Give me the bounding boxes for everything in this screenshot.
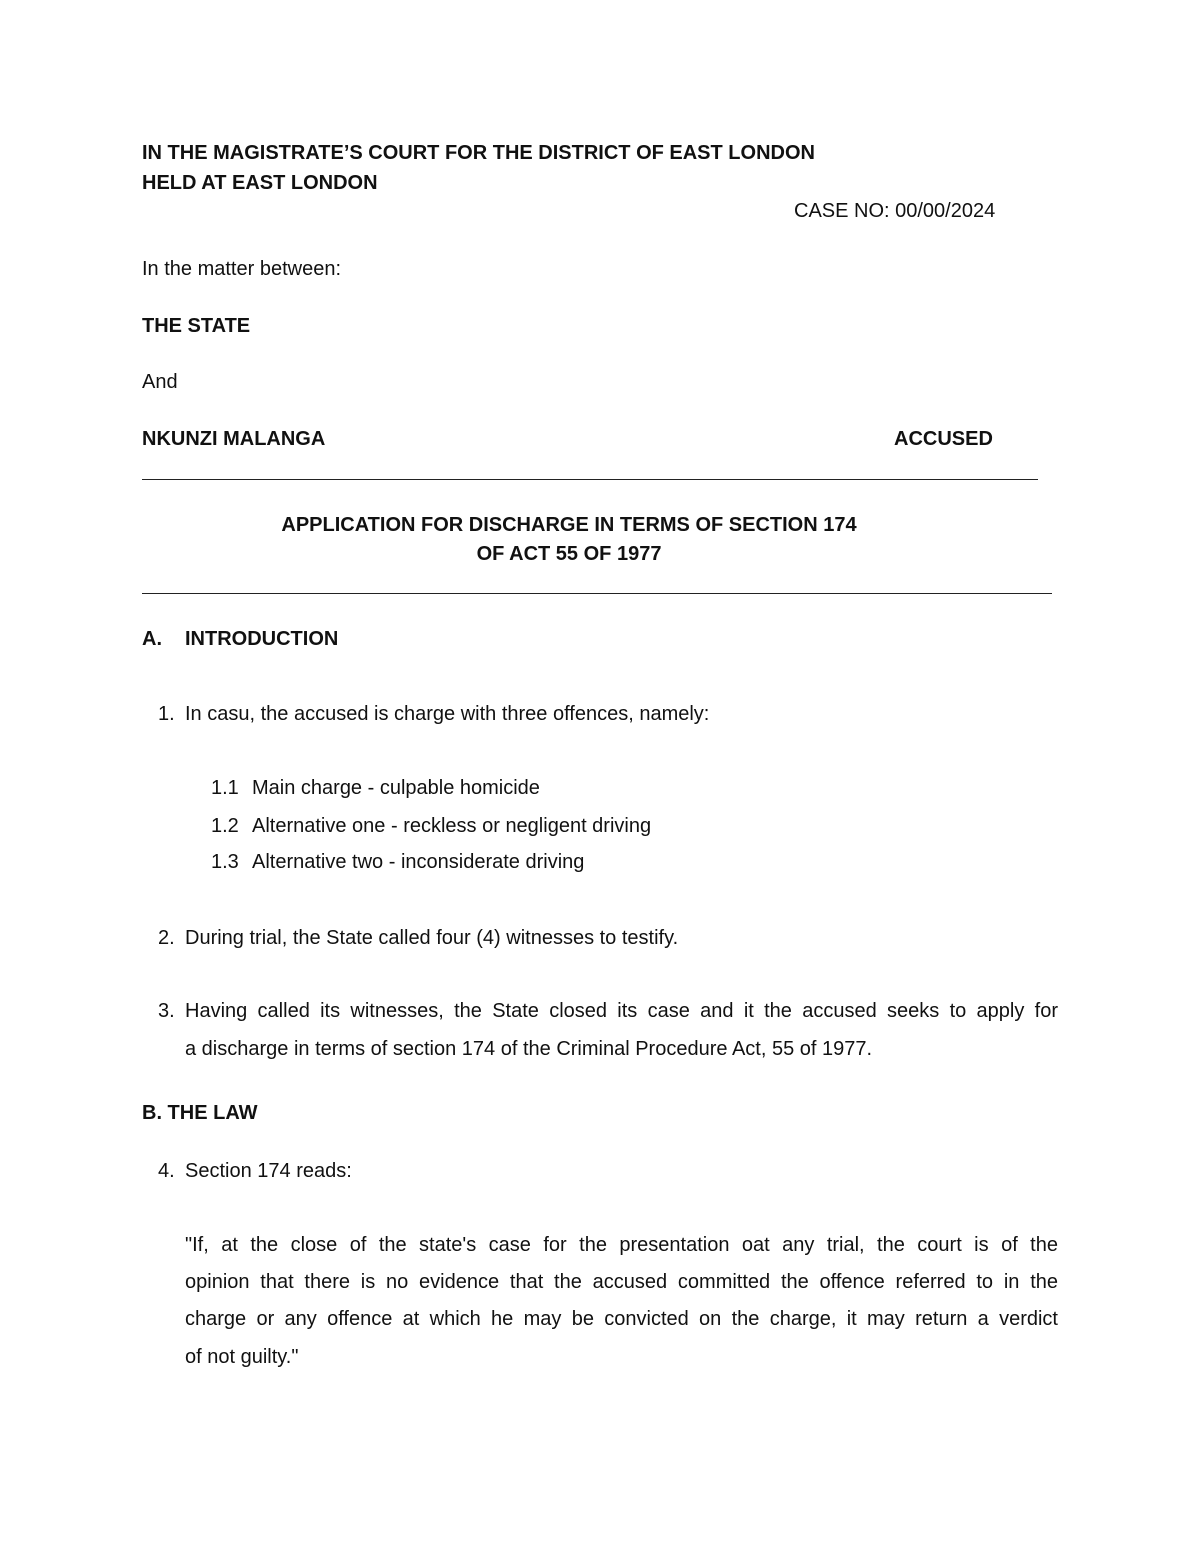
quote-line-2: opinion that there is no evidence that the accused committed the offence referred to in the xyxy=(185,1271,1058,1293)
document-title-line1: APPLICATION FOR DISCHARGE IN TERMS OF SECTION 174 xyxy=(281,514,857,536)
court-name-line: IN THE MAGISTRATE’S COURT FOR THE DISTRICT OF EAST LONDON xyxy=(142,142,815,164)
section-a-heading: INTRODUCTION xyxy=(185,628,339,650)
para-4-text: Section 174 reads: xyxy=(185,1160,352,1182)
case-number: CASE NO: 00/00/2024 xyxy=(794,200,996,222)
quote-line-3: charge or any offence at which he may be convicted on the charge, it may return a verdict xyxy=(185,1308,1058,1330)
quote-line-4: of not guilty." xyxy=(185,1346,299,1368)
matter-intro: In the matter between: xyxy=(142,258,342,280)
para-1-number: 1. xyxy=(158,703,175,725)
quote-line-1: "If, at the close of the state's case for the presentation oat any trial, the court is of the xyxy=(185,1234,1058,1256)
item-1-3-text: Alternative two - inconsiderate driving xyxy=(252,851,585,873)
item-1-2-text: Alternative one - reckless or negligent driving xyxy=(252,815,652,837)
para-2-number: 2. xyxy=(158,927,175,949)
section-b-heading: B. THE LAW xyxy=(142,1102,258,1124)
para-3-line-1: Having called its witnesses, the State closed its case and it the accused seeks to apply for xyxy=(185,1000,1058,1022)
para-3-line-2: a discharge in terms of section 174 of the Criminal Procedure Act, 55 of 1977. xyxy=(185,1038,873,1060)
para-4-number: 4. xyxy=(158,1160,175,1182)
item-1-2-number: 1.2 xyxy=(211,815,239,837)
divider-top xyxy=(142,479,1038,480)
section-a-letter: A. xyxy=(142,628,162,650)
para-1-text: In casu, the accused is charge with three offences, namely: xyxy=(185,703,710,725)
second-party-role: ACCUSED xyxy=(894,428,993,450)
para-2-text: During trial, the State called four (4) witnesses to testify. xyxy=(185,927,679,949)
item-1-1-number: 1.1 xyxy=(211,777,239,799)
court-location-line: HELD AT EAST LONDON xyxy=(142,172,378,194)
item-1-3-number: 1.3 xyxy=(211,851,239,873)
divider-bottom xyxy=(142,593,1052,594)
item-1-1-text: Main charge - culpable homicide xyxy=(252,777,540,799)
second-party: NKUNZI MALANGA xyxy=(142,428,326,450)
document-title-line2: OF ACT 55 OF 1977 xyxy=(476,543,662,565)
party-conjunction: And xyxy=(142,371,178,393)
first-party: THE STATE xyxy=(142,315,251,337)
para-3-number: 3. xyxy=(158,1000,175,1022)
